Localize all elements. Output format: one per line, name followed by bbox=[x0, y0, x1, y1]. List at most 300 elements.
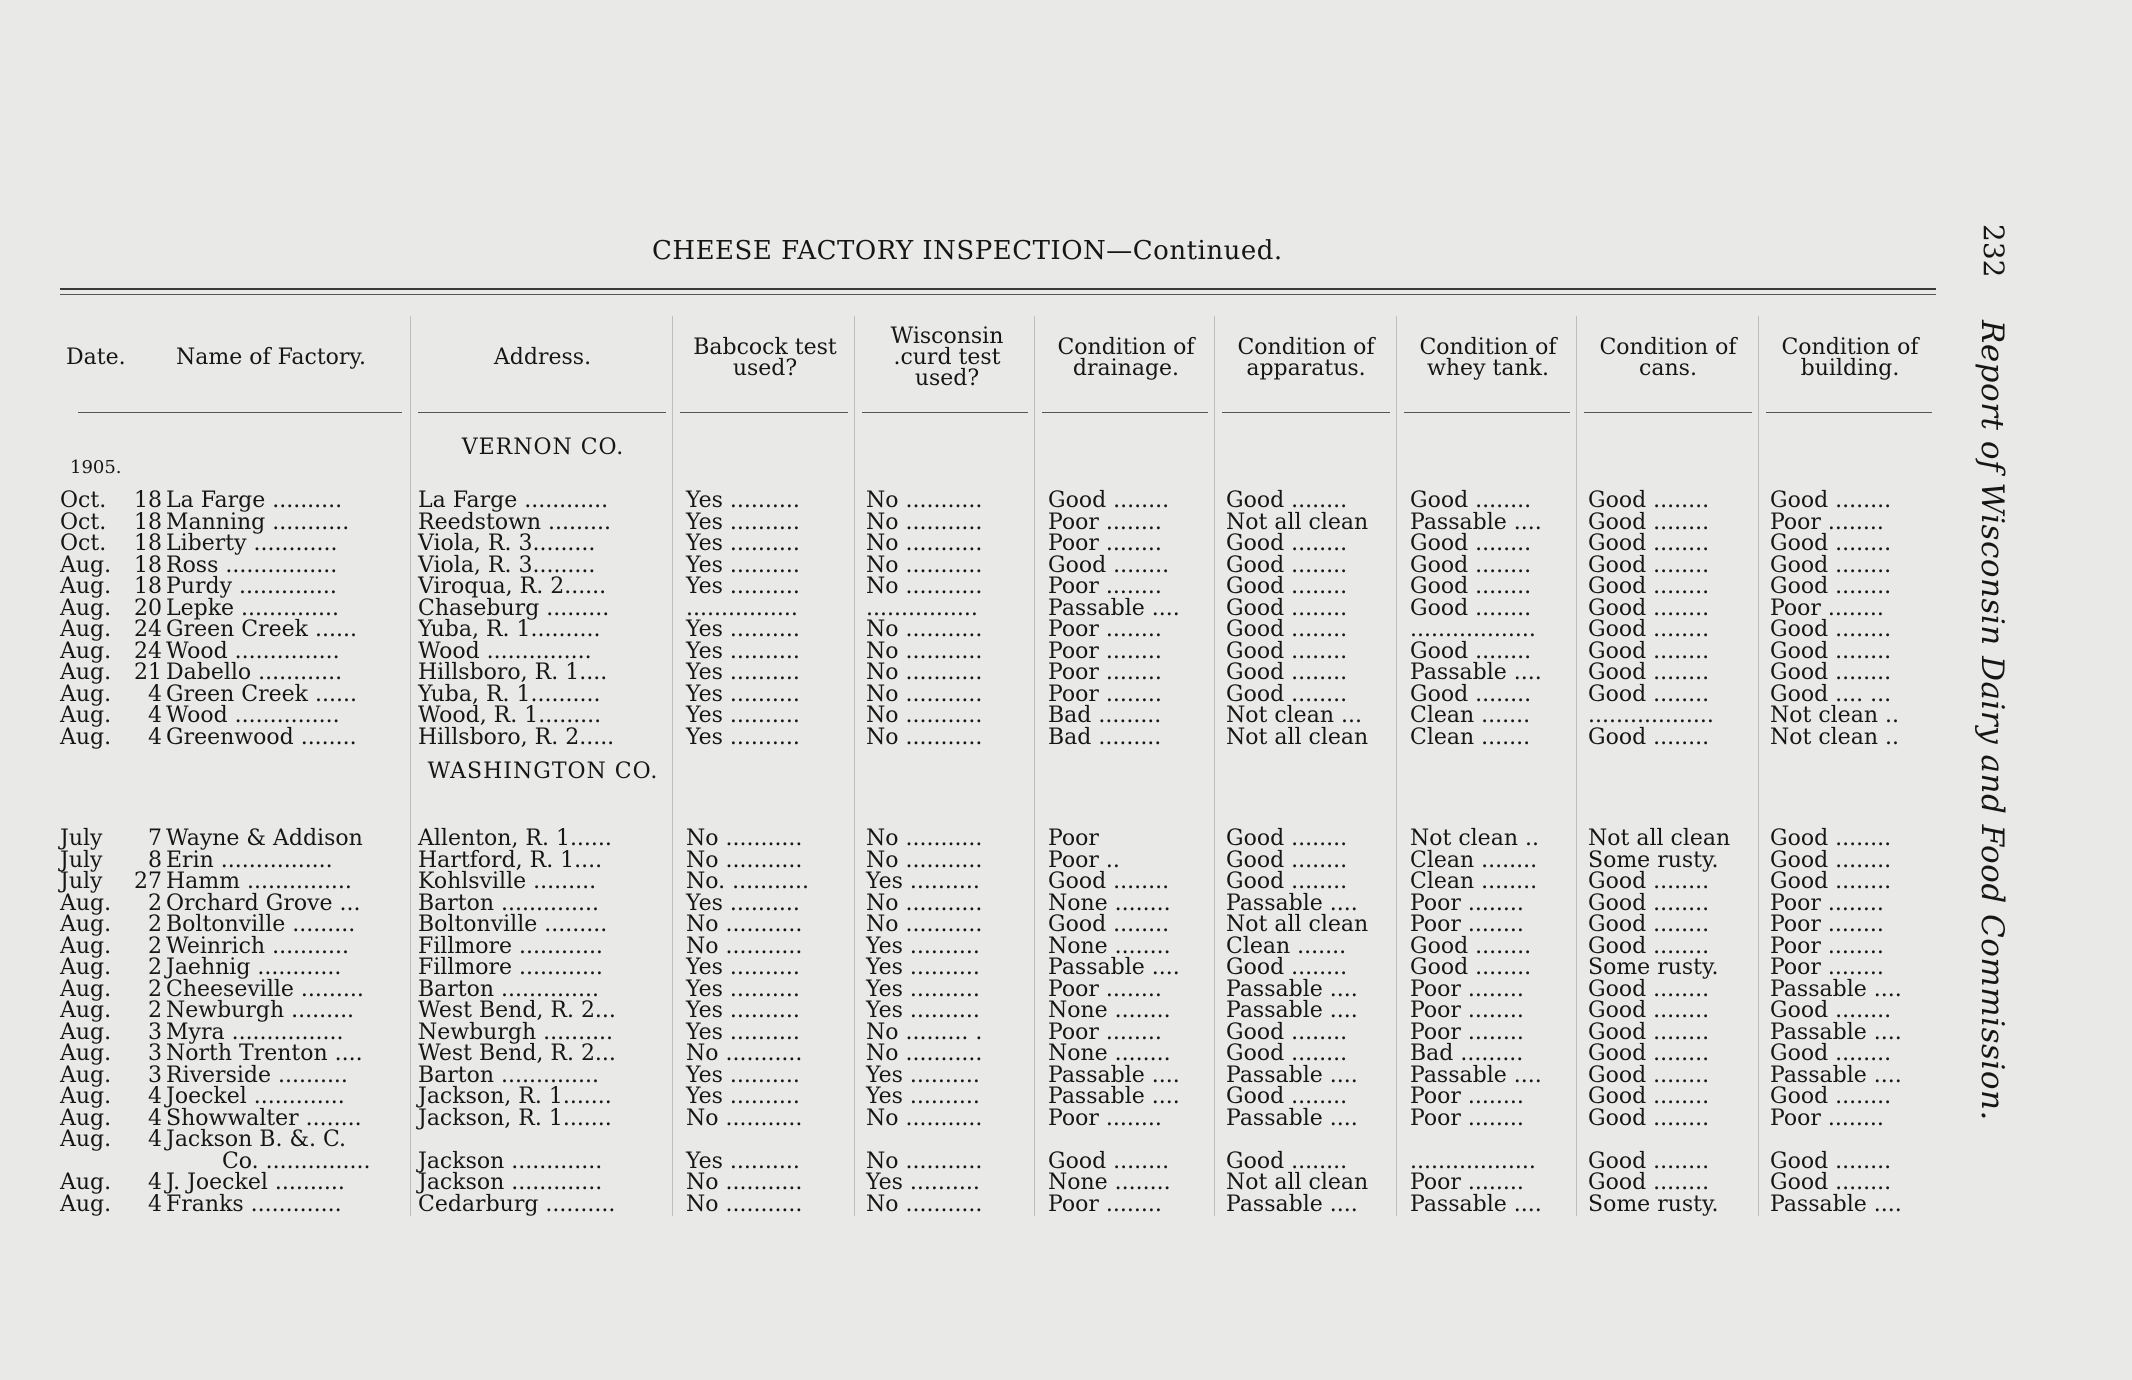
cell-apparatus: Passable .... bbox=[1226, 998, 1358, 1023]
cell-apparatus: Passable .... bbox=[1226, 976, 1358, 1002]
cell-day: 4 bbox=[148, 1084, 162, 1109]
cell-factory: Newburgh ......... bbox=[166, 998, 355, 1023]
cell-address: Barton .............. bbox=[418, 890, 599, 916]
cell-apparatus: Good ........ bbox=[1226, 617, 1348, 642]
top-rule-thin bbox=[60, 294, 1936, 295]
cell-month: Aug. bbox=[60, 1041, 112, 1066]
cell-day: 4 bbox=[148, 1191, 162, 1217]
cell-babcock: No. ........... bbox=[686, 869, 810, 894]
cell-babcock: Yes .......... bbox=[686, 1148, 800, 1174]
cell-day: 24 bbox=[134, 617, 162, 642]
header-underline bbox=[78, 412, 402, 413]
cell-cans: Not all clean bbox=[1588, 826, 1731, 851]
cell-curd-test: No ......... . bbox=[866, 1019, 983, 1045]
cell-cans: Good ........ bbox=[1588, 1148, 1710, 1174]
cell-building: Passable .... bbox=[1770, 1062, 1902, 1088]
cell-address: Jackson ............. bbox=[418, 1170, 603, 1195]
cell-drainage: Good ........ bbox=[1048, 912, 1170, 937]
cell-cans: Good ........ bbox=[1588, 933, 1710, 959]
cell-whey-tank: .................. bbox=[1410, 1148, 1536, 1174]
header-underline bbox=[1404, 412, 1570, 413]
cell-whey-tank: Passable .... bbox=[1410, 660, 1542, 685]
header-underline bbox=[1042, 412, 1208, 413]
cell-factory: Joeckel ............. bbox=[166, 1084, 345, 1109]
cell-curd-test: Yes .......... bbox=[866, 933, 980, 959]
cell-curd-test: Yes .......... bbox=[866, 998, 980, 1023]
cell-drainage: Bad ......... bbox=[1048, 724, 1162, 750]
cell-address: Yuba, R. 1.......... bbox=[418, 681, 601, 707]
cell-drainage: Poor ........ bbox=[1048, 1019, 1162, 1045]
cell-cans: Good ........ bbox=[1588, 1084, 1710, 1109]
cell-babcock: Yes .......... bbox=[686, 724, 800, 750]
cell-cans: Good ........ bbox=[1588, 617, 1710, 642]
cell-day: 2 bbox=[148, 933, 162, 959]
cell-drainage: Good ........ bbox=[1048, 552, 1170, 578]
cell-factory: Liberty ............ bbox=[166, 531, 338, 556]
cell-factory: Franks ............. bbox=[166, 1191, 342, 1217]
cell-month: Oct. bbox=[60, 509, 107, 535]
county-heading: WASHINGTON CO. bbox=[427, 759, 659, 784]
cell-babcock: Yes .......... bbox=[686, 660, 800, 685]
cell-building: Good ........ bbox=[1770, 531, 1892, 556]
cell-day: 20 bbox=[134, 595, 162, 621]
cell-building: Good ........ bbox=[1770, 660, 1892, 685]
cell-cans: Good ........ bbox=[1588, 531, 1710, 556]
cell-whey-tank: Poor ........ bbox=[1410, 890, 1524, 916]
cell-building: Poor ........ bbox=[1770, 509, 1884, 535]
cell-building: Good ........ bbox=[1770, 826, 1892, 851]
header-address: Address. bbox=[493, 345, 592, 370]
cell-drainage: Passable .... bbox=[1048, 595, 1180, 621]
cell-whey-tank: Good ........ bbox=[1410, 638, 1532, 664]
cell-curd-test: No ........... bbox=[866, 703, 983, 728]
cell-factory: Jackson B. &. C. Co. ............... bbox=[166, 1127, 371, 1174]
cell-month: Aug. bbox=[60, 933, 112, 959]
cell-building: Passable .... bbox=[1770, 976, 1902, 1002]
cell-whey-tank: Good ........ bbox=[1410, 531, 1532, 556]
cell-factory: Dabello ............ bbox=[166, 660, 343, 685]
cell-building: Poor ........ bbox=[1770, 890, 1884, 916]
cell-apparatus: Good ........ bbox=[1226, 955, 1348, 980]
cell-building: Poor ........ bbox=[1770, 1105, 1884, 1131]
cell-apparatus: Good ........ bbox=[1226, 681, 1348, 707]
column-separator bbox=[410, 316, 411, 1216]
cell-cans: Good ........ bbox=[1588, 509, 1710, 535]
cell-babcock: ................ bbox=[686, 595, 798, 621]
cell-curd-test: No ........... bbox=[866, 826, 983, 851]
cell-building: Good ........ bbox=[1770, 1170, 1892, 1195]
cell-curd-test: Yes .......... bbox=[866, 955, 980, 980]
cell-building: Good ........ bbox=[1770, 1084, 1892, 1109]
cell-building: Poor ........ bbox=[1770, 933, 1884, 959]
cell-factory: Hamm ............... bbox=[166, 869, 352, 894]
cell-curd-test: No ........... bbox=[866, 681, 983, 707]
cell-babcock: No ........... bbox=[686, 1105, 803, 1131]
cell-babcock: Yes .......... bbox=[686, 890, 800, 916]
cell-whey-tank: Good ........ bbox=[1410, 488, 1532, 513]
cell-month: Aug. bbox=[60, 724, 112, 750]
cell-month: July bbox=[60, 826, 103, 851]
cell-month: Aug. bbox=[60, 595, 112, 621]
cell-apparatus: Passable .... bbox=[1226, 1191, 1358, 1217]
cell-whey-tank: Poor ........ bbox=[1410, 1084, 1524, 1109]
cell-building: Good ........ bbox=[1770, 552, 1892, 578]
cell-address: Barton .............. bbox=[418, 1062, 599, 1088]
year-label: 1905. bbox=[70, 457, 122, 478]
cell-drainage: Poor ........ bbox=[1048, 660, 1162, 685]
cell-factory: Greenwood ........ bbox=[166, 724, 357, 750]
cell-cans: Good ........ bbox=[1588, 1041, 1710, 1066]
cell-factory: Lepke .............. bbox=[166, 595, 339, 621]
cell-curd-test: No ........... bbox=[866, 488, 983, 513]
cell-factory: Boltonville ......... bbox=[166, 912, 356, 937]
cell-month: July bbox=[60, 869, 103, 894]
cell-day: 3 bbox=[148, 1019, 162, 1045]
cell-cans: Good ........ bbox=[1588, 976, 1710, 1002]
cell-month: Aug. bbox=[60, 998, 112, 1023]
cell-apparatus: Good ........ bbox=[1226, 574, 1348, 599]
cell-month: Aug. bbox=[60, 1127, 112, 1152]
cell-whey-tank: Passable .... bbox=[1410, 1191, 1542, 1217]
header-curd-test: Wisconsin .curd test used? bbox=[890, 324, 1004, 391]
cell-address: Newburgh .......... bbox=[418, 1019, 614, 1045]
cell-address: La Farge ............ bbox=[418, 488, 609, 513]
column-separator bbox=[854, 316, 855, 1216]
cell-day: 18 bbox=[134, 531, 162, 556]
cell-apparatus: Not all clean bbox=[1226, 1170, 1369, 1195]
cell-babcock: Yes .......... bbox=[686, 509, 800, 535]
cell-month: Aug. bbox=[60, 1084, 112, 1109]
cell-day: 24 bbox=[134, 638, 162, 664]
cell-building: Good ........ bbox=[1770, 638, 1892, 664]
cell-apparatus: Good ........ bbox=[1226, 552, 1348, 578]
cell-address: Hillsboro, R. 1.... bbox=[418, 660, 608, 685]
cell-building: Not clean .. bbox=[1770, 703, 1899, 728]
cell-address: Viola, R. 3......... bbox=[418, 531, 596, 556]
cell-babcock: Yes .......... bbox=[686, 1062, 800, 1088]
cell-drainage: Passable .... bbox=[1048, 1062, 1180, 1088]
cell-factory: Cheeseville ......... bbox=[166, 976, 364, 1002]
cell-curd-test: No ........... bbox=[866, 724, 983, 750]
cell-babcock: Yes .......... bbox=[686, 638, 800, 664]
cell-whey-tank: Good ........ bbox=[1410, 933, 1532, 959]
cell-address: Fillmore ............ bbox=[418, 955, 603, 980]
cell-babcock: Yes .......... bbox=[686, 1084, 800, 1109]
cell-whey-tank: Not clean .. bbox=[1410, 826, 1539, 851]
cell-curd-test: Yes .......... bbox=[866, 869, 980, 894]
header-drainage: Condition of drainage. bbox=[1057, 335, 1195, 381]
cell-whey-tank: Passable .... bbox=[1410, 1062, 1542, 1088]
cell-address: West Bend, R. 2... bbox=[418, 998, 616, 1023]
cell-month: Oct. bbox=[60, 531, 107, 556]
cell-address: Wood ............... bbox=[418, 638, 592, 664]
cell-babcock: Yes .......... bbox=[686, 998, 800, 1023]
cell-drainage: None ........ bbox=[1048, 998, 1171, 1023]
cell-cans: Good ........ bbox=[1588, 595, 1710, 621]
cell-babcock: Yes .......... bbox=[686, 703, 800, 728]
cell-whey-tank: Clean ........ bbox=[1410, 869, 1538, 894]
header-factory: Name of Factory. bbox=[176, 345, 366, 370]
cell-apparatus: Good ........ bbox=[1226, 531, 1348, 556]
cell-building: Good ........ bbox=[1770, 869, 1892, 894]
cell-curd-test: No ........... bbox=[866, 660, 983, 685]
cell-cans: Some rusty. bbox=[1588, 955, 1719, 980]
cell-whey-tank: Good ........ bbox=[1410, 595, 1532, 621]
column-separator bbox=[1758, 316, 1759, 1216]
cell-cans: Good ........ bbox=[1588, 638, 1710, 664]
cell-curd-test: No ........... bbox=[866, 847, 983, 873]
cell-whey-tank: Poor ........ bbox=[1410, 976, 1524, 1002]
cell-curd-test: No ........... bbox=[866, 1148, 983, 1174]
cell-babcock: No ........... bbox=[686, 912, 803, 937]
cell-drainage: Passable .... bbox=[1048, 955, 1180, 980]
cell-babcock: Yes .......... bbox=[686, 976, 800, 1002]
cell-day: 2 bbox=[148, 998, 162, 1023]
cell-apparatus: Passable .... bbox=[1226, 1062, 1358, 1088]
cell-day: 18 bbox=[134, 488, 162, 513]
cell-day: 18 bbox=[134, 552, 162, 578]
cell-drainage: Bad ......... bbox=[1048, 703, 1162, 728]
cell-address: Hartford, R. 1.... bbox=[418, 847, 603, 873]
cell-cans: Good ........ bbox=[1588, 1019, 1710, 1045]
cell-day: 4 bbox=[148, 703, 162, 728]
cell-factory: Showwalter ........ bbox=[166, 1105, 362, 1131]
header-building: Condition of building. bbox=[1781, 335, 1919, 381]
cell-whey-tank: Good ........ bbox=[1410, 955, 1532, 980]
cell-cans: Good ........ bbox=[1588, 660, 1710, 685]
cell-address: Jackson, R. 1....... bbox=[418, 1105, 612, 1131]
cell-cans: Good ........ bbox=[1588, 681, 1710, 707]
page-title: CHEESE FACTORY INSPECTION—Continued. bbox=[652, 236, 1283, 266]
cell-cans: Good ........ bbox=[1588, 1062, 1710, 1088]
header-apparatus: Condition of apparatus. bbox=[1237, 335, 1375, 381]
cell-curd-test: No ........... bbox=[866, 912, 983, 937]
cell-drainage: Poor ........ bbox=[1048, 509, 1162, 535]
cell-day: 4 bbox=[148, 1127, 162, 1152]
cell-building: Passable .... bbox=[1770, 1191, 1902, 1217]
cell-building: Good ........ bbox=[1770, 1148, 1892, 1174]
running-title: Report of Wisconsin Dairy and Food Commission. bbox=[1974, 320, 2010, 1121]
cell-drainage: Poor ........ bbox=[1048, 1191, 1162, 1217]
cell-curd-test: No ........... bbox=[866, 617, 983, 642]
cell-babcock: No ........... bbox=[686, 826, 803, 851]
cell-cans: Some rusty. bbox=[1588, 1191, 1719, 1217]
cell-building: Good ........ bbox=[1770, 998, 1892, 1023]
cell-drainage: Good ........ bbox=[1048, 488, 1170, 513]
cell-curd-test: No ........... bbox=[866, 574, 983, 599]
cell-day: 2 bbox=[148, 955, 162, 980]
cell-day: 4 bbox=[148, 724, 162, 750]
cell-apparatus: Good ........ bbox=[1226, 595, 1348, 621]
cell-drainage: Poor ........ bbox=[1048, 617, 1162, 642]
county-heading: VERNON CO. bbox=[461, 435, 625, 460]
header-babcock: Babcock test used? bbox=[693, 335, 837, 381]
cell-apparatus: Good ........ bbox=[1226, 1041, 1348, 1066]
cell-address: Chaseburg ......... bbox=[418, 595, 610, 621]
header-cans: Condition of cans. bbox=[1599, 335, 1737, 381]
column-separator bbox=[1034, 316, 1035, 1216]
cell-factory: Erin ................ bbox=[166, 847, 333, 873]
header-underline bbox=[1766, 412, 1932, 413]
cell-babcock: Yes .......... bbox=[686, 531, 800, 556]
cell-cans: Good ........ bbox=[1588, 890, 1710, 916]
cell-address: Yuba, R. 1.......... bbox=[418, 617, 601, 642]
cell-address: Fillmore ............ bbox=[418, 933, 603, 959]
cell-babcock: No ........... bbox=[686, 1041, 803, 1066]
cell-cans: .................. bbox=[1588, 703, 1714, 728]
cell-building: Good ........ bbox=[1770, 1041, 1892, 1066]
cell-month: Aug. bbox=[60, 976, 112, 1002]
cell-building: Good ........ bbox=[1770, 574, 1892, 599]
cell-day: 3 bbox=[148, 1062, 162, 1088]
cell-building: Poor ........ bbox=[1770, 955, 1884, 980]
cell-address: Hillsboro, R. 2..... bbox=[418, 724, 615, 750]
cell-day: 4 bbox=[148, 1170, 162, 1195]
cell-apparatus: Good ........ bbox=[1226, 847, 1348, 873]
cell-building: Poor ........ bbox=[1770, 595, 1884, 621]
cell-day: 4 bbox=[148, 681, 162, 707]
cell-babcock: No ........... bbox=[686, 847, 803, 873]
cell-drainage: Poor ........ bbox=[1048, 531, 1162, 556]
cell-curd-test: No ........... bbox=[866, 509, 983, 535]
cell-whey-tank: Poor ........ bbox=[1410, 1105, 1524, 1131]
cell-month: Aug. bbox=[60, 1191, 112, 1217]
cell-whey-tank: Poor ........ bbox=[1410, 1019, 1524, 1045]
cell-curd-test: No ........... bbox=[866, 552, 983, 578]
cell-drainage: Poor ........ bbox=[1048, 574, 1162, 599]
cell-babcock: No ........... bbox=[686, 1170, 803, 1195]
cell-month: Aug. bbox=[60, 660, 112, 685]
cell-factory: Wayne & Addison bbox=[166, 826, 363, 851]
cell-drainage: Poor .. bbox=[1048, 847, 1120, 873]
cell-cans: Good ........ bbox=[1588, 574, 1710, 599]
cell-day: 2 bbox=[148, 976, 162, 1002]
cell-building: Good ........ bbox=[1770, 847, 1892, 873]
cell-apparatus: Good ........ bbox=[1226, 638, 1348, 664]
column-separator bbox=[1576, 316, 1577, 1216]
cell-curd-test: ................ bbox=[866, 595, 978, 621]
cell-apparatus: Good ........ bbox=[1226, 660, 1348, 685]
cell-cans: Good ........ bbox=[1588, 869, 1710, 894]
cell-building: Good .... ... bbox=[1770, 681, 1892, 707]
cell-address: Kohlsville ......... bbox=[418, 869, 597, 894]
cell-building: Passable .... bbox=[1770, 1019, 1902, 1045]
header-underline bbox=[1222, 412, 1390, 413]
cell-apparatus: Passable .... bbox=[1226, 1105, 1358, 1131]
cell-drainage: None ........ bbox=[1048, 1041, 1171, 1066]
cell-building: Not clean .. bbox=[1770, 724, 1899, 750]
cell-building: Good ........ bbox=[1770, 617, 1892, 642]
cell-day: 4 bbox=[148, 1105, 162, 1131]
cell-day: 21 bbox=[134, 660, 162, 685]
cell-curd-test: Yes .......... bbox=[866, 1062, 980, 1088]
cell-whey-tank: Clean ........ bbox=[1410, 847, 1538, 873]
cell-day: 18 bbox=[134, 509, 162, 535]
cell-drainage: Poor ........ bbox=[1048, 681, 1162, 707]
cell-address: Wood, R. 1......... bbox=[418, 703, 602, 728]
cell-apparatus: Not all clean bbox=[1226, 509, 1369, 535]
cell-apparatus: Not clean ... bbox=[1226, 703, 1362, 728]
cell-drainage: Poor bbox=[1048, 826, 1099, 851]
cell-building: Poor ........ bbox=[1770, 912, 1884, 937]
cell-cans: Some rusty. bbox=[1588, 847, 1719, 873]
cell-drainage: Good ........ bbox=[1048, 869, 1170, 894]
cell-month: July bbox=[60, 847, 103, 873]
header-whey-tank: Condition of whey tank. bbox=[1419, 335, 1557, 381]
cell-babcock: Yes .......... bbox=[686, 574, 800, 599]
column-separator bbox=[1396, 316, 1397, 1216]
cell-whey-tank: Good ........ bbox=[1410, 552, 1532, 578]
cell-factory: Wood ............... bbox=[166, 638, 340, 664]
cell-whey-tank: Clean ....... bbox=[1410, 703, 1531, 728]
cell-day: 7 bbox=[148, 826, 162, 851]
cell-curd-test: No ........... bbox=[866, 1041, 983, 1066]
cell-apparatus: Good ........ bbox=[1226, 1148, 1348, 1174]
cell-cans: Good ........ bbox=[1588, 724, 1710, 750]
cell-drainage: None ........ bbox=[1048, 933, 1171, 959]
cell-cans: Good ........ bbox=[1588, 912, 1710, 937]
column-separator bbox=[1214, 316, 1215, 1216]
cell-address: Jackson ............. bbox=[418, 1148, 603, 1174]
cell-apparatus: Good ........ bbox=[1226, 869, 1348, 894]
cell-factory: J. Joeckel .......... bbox=[166, 1170, 345, 1195]
cell-month: Aug. bbox=[60, 890, 112, 916]
cell-curd-test: Yes .......... bbox=[866, 1170, 980, 1195]
header-underline bbox=[1584, 412, 1752, 413]
cell-factory: Ross ................ bbox=[166, 552, 338, 578]
cell-address: Jackson, R. 1....... bbox=[418, 1084, 612, 1109]
cell-drainage: Passable .... bbox=[1048, 1084, 1180, 1109]
cell-cans: Good ........ bbox=[1588, 998, 1710, 1023]
cell-cans: Good ........ bbox=[1588, 488, 1710, 513]
cell-babcock: Yes .......... bbox=[686, 681, 800, 707]
cell-babcock: Yes .......... bbox=[686, 552, 800, 578]
cell-day: 2 bbox=[148, 912, 162, 937]
cell-drainage: Poor ........ bbox=[1048, 976, 1162, 1002]
cell-day: 8 bbox=[148, 847, 162, 873]
cell-address: Boltonville ......... bbox=[418, 912, 608, 937]
cell-babcock: Yes .......... bbox=[686, 617, 800, 642]
cell-babcock: No ........... bbox=[686, 1191, 803, 1217]
cell-address: Viroqua, R. 2...... bbox=[418, 574, 607, 599]
cell-apparatus: Good ........ bbox=[1226, 826, 1348, 851]
cell-whey-tank: Clean ....... bbox=[1410, 724, 1531, 750]
cell-factory: Manning ........... bbox=[166, 509, 350, 535]
cell-whey-tank: Poor ........ bbox=[1410, 912, 1524, 937]
cell-month: Aug. bbox=[60, 574, 112, 599]
top-rule bbox=[60, 288, 1936, 290]
header-underline bbox=[680, 412, 848, 413]
cell-month: Aug. bbox=[60, 1062, 112, 1088]
cell-drainage: None ........ bbox=[1048, 890, 1171, 916]
cell-curd-test: Yes .......... bbox=[866, 976, 980, 1002]
cell-babcock: Yes .......... bbox=[686, 955, 800, 980]
cell-babcock: No ........... bbox=[686, 933, 803, 959]
cell-month: Aug. bbox=[60, 1105, 112, 1131]
header-underline bbox=[418, 412, 666, 413]
header-date: Date. bbox=[66, 345, 126, 370]
cell-whey-tank: .................. bbox=[1410, 617, 1536, 642]
cell-factory: Green Creek ...... bbox=[166, 681, 357, 707]
cell-cans: Good ........ bbox=[1588, 1170, 1710, 1195]
cell-whey-tank: Passable .... bbox=[1410, 509, 1542, 535]
cell-month: Oct. bbox=[60, 488, 107, 513]
cell-curd-test: No ........... bbox=[866, 890, 983, 916]
cell-curd-test: Yes .......... bbox=[866, 1084, 980, 1109]
cell-apparatus: Passable .... bbox=[1226, 890, 1358, 916]
cell-drainage: None ........ bbox=[1048, 1170, 1171, 1195]
cell-factory: Purdy .............. bbox=[166, 574, 337, 599]
